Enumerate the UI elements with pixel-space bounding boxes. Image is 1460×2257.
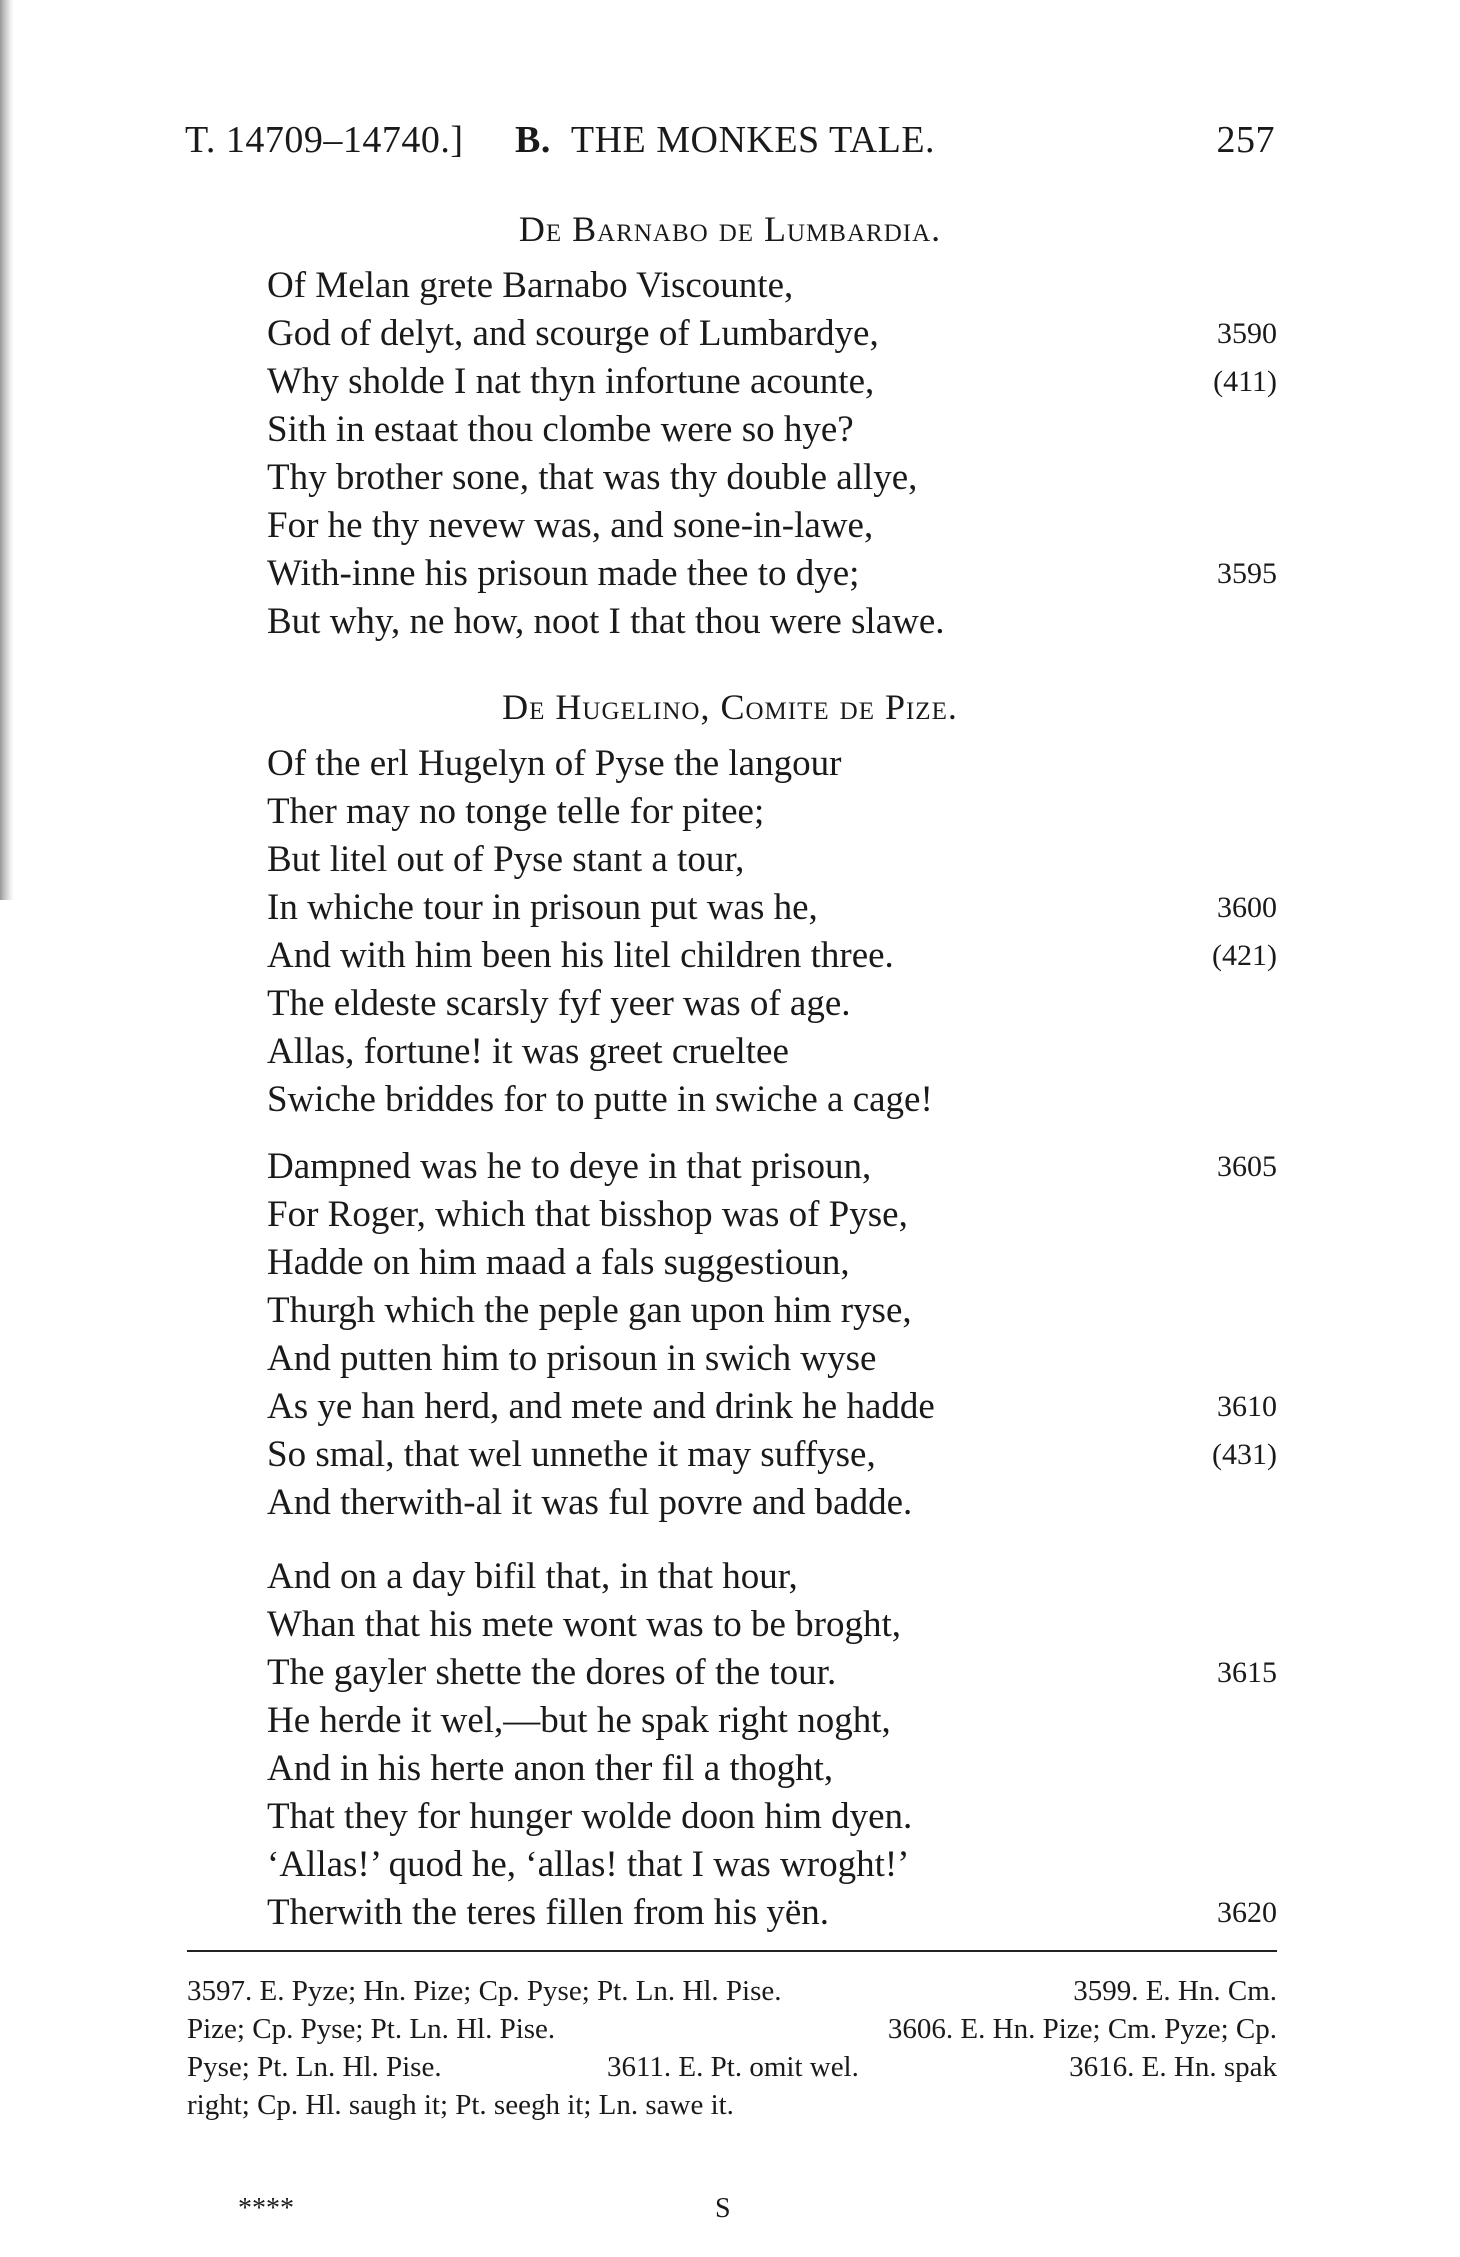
footnote-3597: 3597. E. Pyze; Hn. Pize; Cp. Pyse; Pt. Ln. Hl. Pise. xyxy=(187,1975,782,2007)
page-number: 257 xyxy=(1216,119,1275,161)
verse-text: For he thy nevew was, and sone-in-lawe, xyxy=(267,505,874,546)
line-number: 3605 xyxy=(1217,1150,1277,1183)
section-title-hugelino: De Hugelino, Comite de Pize. xyxy=(502,687,958,727)
footnote-3616-cont: right; Cp. Hl. saugh it; Pt. seegh it; Ln. sawe it. xyxy=(187,2089,734,2121)
line-number: 3600 xyxy=(1217,891,1277,924)
verse-line xyxy=(267,1239,1277,1287)
scan-edge-shadow xyxy=(0,0,14,900)
verse-text: Thy brother sone, that was thy double allye, xyxy=(267,457,918,498)
verse-text: And in his herte anon ther fil a thoght, xyxy=(267,1748,834,1789)
verse-line xyxy=(267,1649,1277,1697)
verse-text: Of Melan grete Barnabo Viscounte, xyxy=(267,265,794,306)
verse-line xyxy=(267,1431,1277,1479)
verse-text: So smal, that wel unnethe it may suffyse, xyxy=(267,1434,876,1475)
verse-line xyxy=(267,358,1277,406)
title-letter: B. xyxy=(515,119,551,161)
verse-text: In whiche tour in prisoun put was he, xyxy=(267,887,818,928)
verse-line xyxy=(267,1287,1277,1335)
signature-mark: S xyxy=(715,2193,731,2224)
verse-text: Hadde on him maad a fals suggestioun, xyxy=(267,1242,850,1283)
verse-text: God of delyt, and scourge of Lumbardye, xyxy=(267,313,879,354)
verse-line xyxy=(267,1143,1277,1191)
footnote-3606: 3606. E. Hn. Pize; Cm. Pyze; Cp. xyxy=(887,2013,1277,2045)
verse-line xyxy=(267,1335,1277,1383)
verse-line xyxy=(267,454,1277,502)
verse-line xyxy=(267,1553,1277,1601)
line-number: (411) xyxy=(1213,365,1277,398)
signature-stars: **** xyxy=(238,2193,294,2224)
line-number: (431) xyxy=(1212,1438,1277,1471)
verse-text: As ye han herd, and mete and drink he hadde xyxy=(267,1386,935,1427)
verse-text: For Roger, which that bisshop was of Pyse, xyxy=(267,1194,908,1235)
verse-text: ‘Allas!’ quod he, ‘allas! that I was wroght!’ xyxy=(267,1844,910,1885)
verse-line xyxy=(267,1028,1277,1076)
verse-line xyxy=(267,406,1277,454)
verse-line xyxy=(267,1793,1277,1841)
verse-line xyxy=(267,980,1277,1028)
verse-text: But litel out of Pyse stant a tour, xyxy=(267,839,745,880)
verse-line xyxy=(267,1479,1277,1527)
footnote-3606-cont: Pyse; Pt. Ln. Hl. Pise. xyxy=(187,2051,442,2083)
verse-line xyxy=(267,1191,1277,1239)
verse-text: The eldeste scarsly fyf yeer was of age. xyxy=(267,983,851,1024)
footnote-3599-cont: Pize; Cp. Pyse; Pt. Ln. Hl. Pise. xyxy=(187,2013,556,2045)
line-number: 3595 xyxy=(1217,557,1277,590)
verse-text: Why sholde I nat thyn infortune acounte, xyxy=(267,361,875,402)
verse-text: Sith in estaat thou clombe were so hye? xyxy=(267,409,854,450)
verse-line xyxy=(267,1889,1277,1937)
verse-text: With-inne his prisoun made thee to dye; xyxy=(267,553,860,594)
verse-line xyxy=(267,550,1277,598)
verse-line xyxy=(267,932,1277,980)
verse-line xyxy=(267,1076,1277,1124)
verse-text: Of the erl Hugelyn of Pyse the langour xyxy=(267,743,842,784)
verse-text: And on a day bifil that, in that hour, xyxy=(267,1556,798,1597)
verse-text: But why, ne how, noot I that thou were slawe. xyxy=(267,601,945,642)
line-number: 3590 xyxy=(1217,317,1277,350)
line-number: (421) xyxy=(1212,939,1277,972)
verse-text: Ther may no tonge telle for pitee; xyxy=(267,791,765,832)
verse-text: Swiche briddes for to putte in swiche a cage! xyxy=(267,1079,933,1120)
verse-text: And with him been his litel children three. xyxy=(267,935,894,976)
line-range-ref: T. 14709–14740.] xyxy=(185,119,464,161)
section-title-barnabo: De Barnabo de Lumbardia. xyxy=(518,209,942,249)
page-header xyxy=(185,118,1275,168)
footnote-rule xyxy=(187,1950,1277,1952)
verse-line xyxy=(267,1601,1277,1649)
verse-text: And therwith-al it was ful povre and badde. xyxy=(267,1482,913,1523)
title-text: THE MONKES TALE. xyxy=(570,119,936,161)
verse-line xyxy=(267,1841,1277,1889)
verse-text: And putten him to prisoun in swich wyse xyxy=(267,1338,877,1379)
verse-line xyxy=(267,310,1277,358)
verse-text: Dampned was he to deye in that prisoun, xyxy=(267,1146,872,1187)
verse-line xyxy=(267,740,1277,788)
verse-text: Thurgh which the peple gan upon him ryse, xyxy=(267,1290,912,1331)
line-number: 3610 xyxy=(1217,1390,1277,1423)
verse-line xyxy=(267,788,1277,836)
footnote-3616: 3616. E. Hn. spak xyxy=(1069,2051,1277,2083)
footnote-3611: 3611. E. Pt. omit wel. xyxy=(607,2051,859,2083)
verse-text: Whan that his mete wont was to be broght, xyxy=(267,1604,902,1645)
verse-text: Allas, fortune! it was greet crueltee xyxy=(267,1031,789,1072)
verse-line xyxy=(267,262,1277,310)
line-number: 3615 xyxy=(1217,1656,1277,1689)
verse-line xyxy=(267,1383,1277,1431)
verse-line xyxy=(267,598,1277,646)
verse-text: He herde it wel,—but he spak right noght, xyxy=(267,1700,891,1741)
verse-line xyxy=(267,502,1277,550)
verse-text: Therwith the teres fillen from his yën. xyxy=(267,1892,830,1933)
verse-line xyxy=(267,884,1277,932)
running-title xyxy=(515,118,935,162)
verse-text: That they for hunger wolde doon him dyen. xyxy=(267,1796,913,1837)
verse-line xyxy=(267,836,1277,884)
verse-text: The gayler shette the dores of the tour. xyxy=(267,1652,837,1693)
line-number: 3620 xyxy=(1217,1896,1277,1929)
verse-line xyxy=(267,1697,1277,1745)
verse-line xyxy=(267,1745,1277,1793)
footnote-3599: 3599. E. Hn. Cm. xyxy=(1073,1975,1277,2007)
